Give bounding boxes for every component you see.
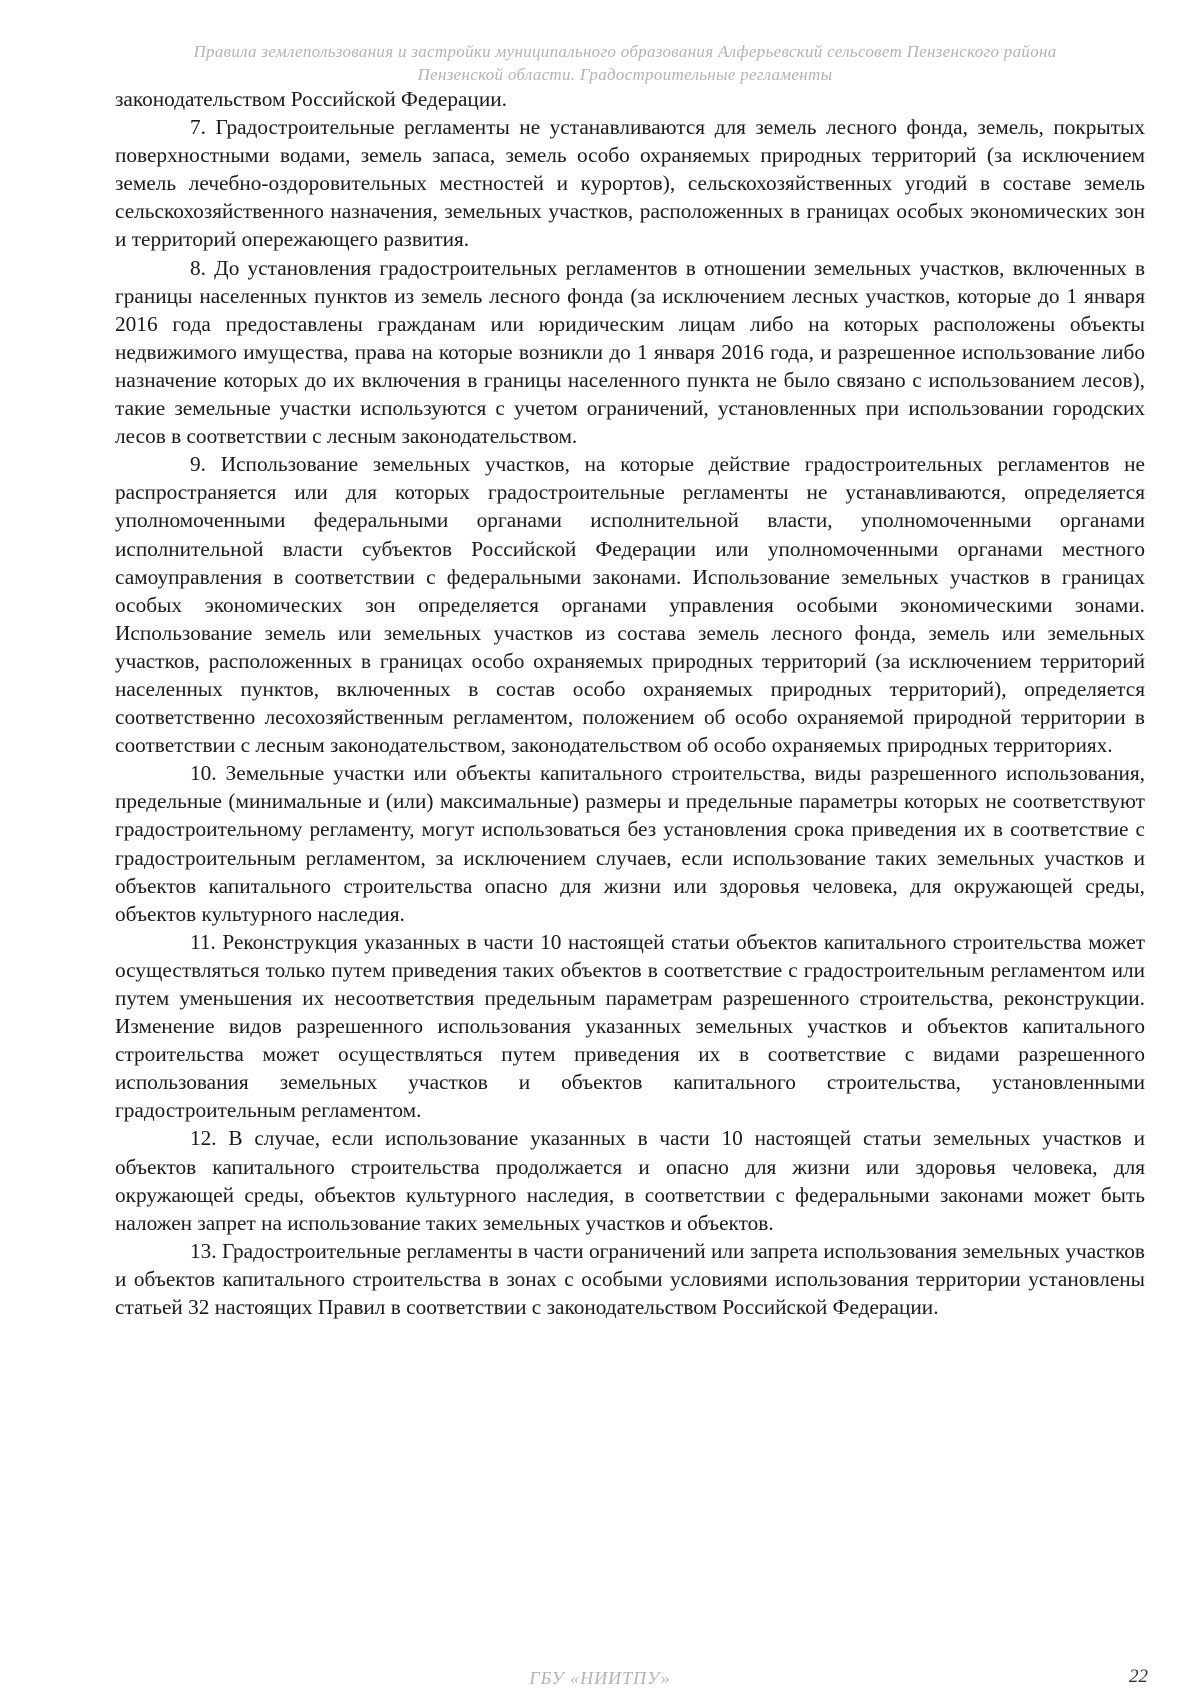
paragraph-9: 9. Использование земельных участков, на которые действие градостроительных регламентов не распространяется или для которых градостроительные регламенты не устанавливаются, определяется уполномоченными федеральными органами исполнительной власти, уполномоченными органами исполнительной власти субъектов Российской Федерации или уполномоченными органами местного самоуправления в соответствии с федеральными законами. Использование земельных участков в границах особых экономических зон определяется органами управления особыми экономическими зонами. Использование земель или земельных участков из состава земель лесного фонда, земель или земельных участков, расположенных в границах особо охраняемых природных территорий (за исключением территорий населенных пунктов, включенных в состав особо охраняемых природных территорий), определяется соответственно лесохозяйственным регламентом, положением об особо охраняемой природной территории в соответствии с лесным законодательством, законодательством об особо охраняемых природных территориях. (115, 452, 1145, 758)
running-header (110, 40, 1140, 86)
paragraph-12: 12. В случае, если использование указанных в части 10 настоящей статьи земельных участков и объектов капитального строительства продолжается и опасно для жизни или здоровья человека, для окружающей среды, объектов культурного наследия, в соответствии с федеральными законами может быть наложен запрет на использование таких земельных участков и объектов. (115, 1126, 1145, 1235)
header-line-1: Правила землепользования и застройки муниципального образования Алферьевский сельсовет Пензенского района (193, 42, 1057, 61)
paragraph-10: 10. Земельные участки или объекты капитального строительства, виды разрешенного использования, предельные (минимальные и (или) максимальные) размеры и предельные параметры которых не соответствуют градостроительному регламенту, могут использоваться без установления срока приведения их в соответствие с градостроительным регламентом, за исключением случаев, если использование таких земельных участков и объектов капитального строительства опасно для жизни или здоровья человека, для окружающей среды, объектов культурного наследия. (115, 761, 1145, 926)
paragraph-7: 7. Градостроительные регламенты не устанавливаются для земель лесного фонда, земель, покрытых поверхностными водами, земель запаса, земель особо охраняемых природных территорий (за исключением земель лечебно-оздоровительных местностей и курортов), сельскохозяйственных угодий в составе земель сельскохозяйственного назначения, земельных участков, расположенных в границах особых экономических зон и территорий опережающего развития. (115, 115, 1145, 252)
paragraph-13: 13. Градостроительные регламенты в части ограничений или запрета использования земельных участков и объектов капитального строительства в зонах с особыми условиями использования территории установлены статьей 32 настоящих Правил в соответствии с законодательством Российской Федерации. (115, 1238, 1145, 1320)
paragraph-continuation: законодательством Российской Федерации. (115, 87, 507, 111)
paragraph-11: 11. Реконструкция указанных в части 10 настоящей статьи объектов капитального строительства может осуществляться только путем приведения таких объектов в соответствие с градостроительным регламентом или путем уменьшения их несоответствия предельным параметрам разрешенного строительства, реконструкции. Изменение видов разрешенного использования указанных земельных участков и объектов капитального строительства может осуществляться путем приведения их в соответствие с видами разрешенного использования земельных участков и объектов капитального строительства, установленными градостроительным регламентом. (115, 929, 1145, 1123)
page-number: 22 (1129, 1666, 1148, 1687)
paragraph-8: 8. До установления градостроительных регламентов в отношении земельных участков, включенных в границы населенных пунктов из земель лесного фонда (за исключением лесных участков, которые до 1 января 2016 года предоставлены гражданам или юридическим лицам либо на которых расположены объекты недвижимого имущества, права на которые возникли до 1 января 2016 года, и разрешенное использование либо назначение которых до их включения в границы населенного пункта не было связано с использованием лесов), такие земельные участки используются с учетом ограничений, установленных при использовании городских лесов в соответствии с лесным законодательством. (115, 255, 1145, 449)
header-line-2: Пензенской области. Градостроительные регламенты (417, 65, 833, 84)
footer-organization: ГБУ «НИИТПУ» (529, 1668, 671, 1688)
document-body (115, 85, 1145, 1321)
